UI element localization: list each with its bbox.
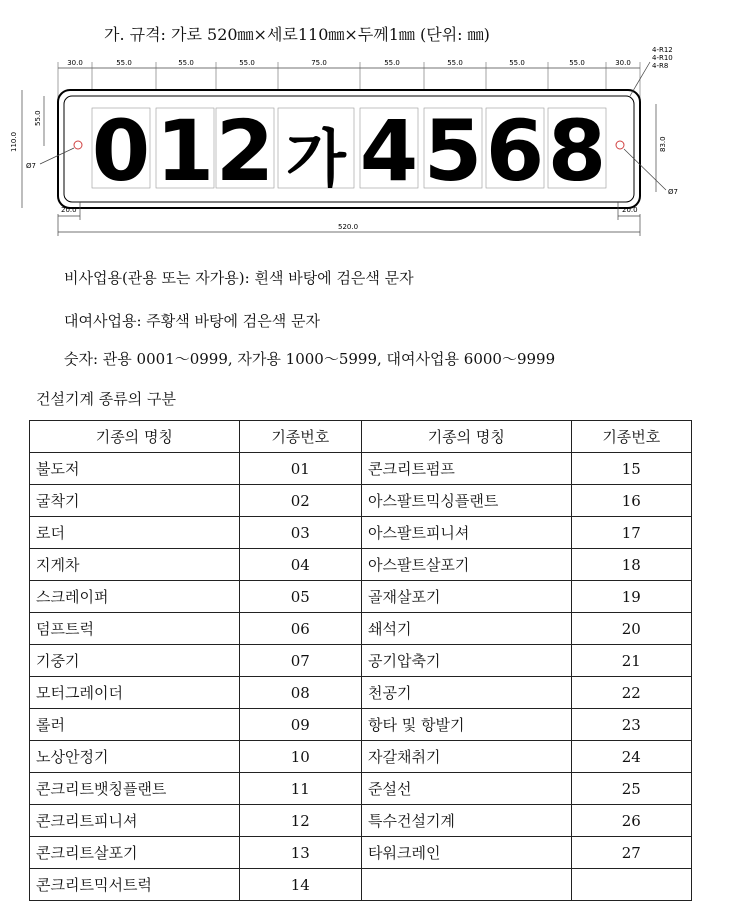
bottom-right-label: 20.0 bbox=[622, 206, 638, 214]
table-row bbox=[30, 837, 692, 869]
plate-character: 0 bbox=[91, 102, 151, 200]
corner-label-1: 4-R12 bbox=[652, 46, 673, 54]
machine-name-cell: 불도저 bbox=[30, 453, 240, 485]
machine-name-cell: 아스팔트믹싱플랜트 bbox=[361, 485, 571, 517]
table-row bbox=[30, 741, 692, 773]
machine-name-cell: 덤프트럭 bbox=[30, 613, 240, 645]
license-plate-drawing bbox=[0, 40, 730, 240]
machine-code-cell: 25 bbox=[571, 773, 691, 805]
machine-name-cell: 노상안정기 bbox=[30, 741, 240, 773]
total-width-label: 520.0 bbox=[338, 223, 359, 231]
machine-name-cell: 콘크리트뱃칭플랜트 bbox=[30, 773, 240, 805]
header-code-1: 기종번호 bbox=[239, 421, 361, 453]
machine-name-cell: 아스팔트살포기 bbox=[361, 549, 571, 581]
machine-code-cell bbox=[571, 869, 691, 901]
header-name-1: 기종의 명칭 bbox=[30, 421, 240, 453]
machine-code-cell: 20 bbox=[571, 613, 691, 645]
left-inner-label: 55.0 bbox=[34, 110, 42, 126]
machine-code-cell: 11 bbox=[239, 773, 361, 805]
machine-name-cell bbox=[361, 869, 571, 901]
top-dim-label: 75.0 bbox=[311, 59, 327, 67]
machine-code-cell: 16 bbox=[571, 485, 691, 517]
machine-code-cell: 21 bbox=[571, 645, 691, 677]
private-use-note: 비사업용(관용 또는 자가용): 흰색 바탕에 검은색 문자 bbox=[64, 269, 414, 287]
table-body bbox=[30, 453, 692, 901]
top-dim-label: 30.0 bbox=[615, 59, 631, 67]
top-dim-label: 30.0 bbox=[67, 59, 83, 67]
table-header-row bbox=[30, 421, 692, 453]
table-row bbox=[30, 453, 692, 485]
plate-character: 8 bbox=[547, 102, 607, 200]
plate-character: 6 bbox=[485, 102, 545, 200]
table-row bbox=[30, 869, 692, 901]
table-row bbox=[30, 485, 692, 517]
machine-name-cell: 특수건설기계 bbox=[361, 805, 571, 837]
plate-character: 4 bbox=[359, 102, 419, 200]
machine-name-cell: 타워크레인 bbox=[361, 837, 571, 869]
plate-svg bbox=[0, 40, 730, 240]
machine-code-cell: 10 bbox=[239, 741, 361, 773]
machine-code-cell: 02 bbox=[239, 485, 361, 517]
machine-code-cell: 22 bbox=[571, 677, 691, 709]
machine-code-cell: 19 bbox=[571, 581, 691, 613]
bottom-left-label: 20.0 bbox=[61, 206, 77, 214]
top-dim-label: 55.0 bbox=[447, 59, 463, 67]
machine-code-cell: 27 bbox=[571, 837, 691, 869]
machine-name-cell: 쇄석기 bbox=[361, 613, 571, 645]
machine-name-cell: 콘크리트펌프 bbox=[361, 453, 571, 485]
section-title: 건설기계 종류의 구분 bbox=[36, 390, 176, 408]
table-row bbox=[30, 613, 692, 645]
header-code-2: 기종번호 bbox=[571, 421, 691, 453]
machine-code-cell: 07 bbox=[239, 645, 361, 677]
plate-character: 5 bbox=[423, 102, 483, 200]
machine-code-cell: 13 bbox=[239, 837, 361, 869]
table-row bbox=[30, 709, 692, 741]
machine-name-cell: 콘크리트피니셔 bbox=[30, 805, 240, 837]
machine-name-cell: 자갈채취기 bbox=[361, 741, 571, 773]
machine-code-cell: 23 bbox=[571, 709, 691, 741]
machine-name-cell: 롤러 bbox=[30, 709, 240, 741]
machine-code-cell: 06 bbox=[239, 613, 361, 645]
machine-name-cell: 모터그레이더 bbox=[30, 677, 240, 709]
machine-code-cell: 09 bbox=[239, 709, 361, 741]
top-dim-labels bbox=[67, 59, 631, 67]
top-dim-label: 55.0 bbox=[509, 59, 525, 67]
machine-name-cell: 콘크리트믹서트럭 bbox=[30, 869, 240, 901]
machine-name-cell: 천공기 bbox=[361, 677, 571, 709]
machine-code-cell: 26 bbox=[571, 805, 691, 837]
machine-name-cell: 아스팔트피니셔 bbox=[361, 517, 571, 549]
table-row bbox=[30, 517, 692, 549]
machine-code-cell: 12 bbox=[239, 805, 361, 837]
right-inner-label: 83.0 bbox=[659, 136, 667, 152]
right-hole-label: Ø7 bbox=[668, 188, 678, 196]
machine-code-cell: 15 bbox=[571, 453, 691, 485]
top-dim-label: 55.0 bbox=[116, 59, 132, 67]
corner-label-2: 4-R10 bbox=[652, 54, 673, 62]
machine-name-cell: 굴착기 bbox=[30, 485, 240, 517]
machine-name-cell: 지게차 bbox=[30, 549, 240, 581]
machine-name-cell: 스크레이퍼 bbox=[30, 581, 240, 613]
machine-type-table bbox=[29, 420, 692, 901]
machine-code-cell: 03 bbox=[239, 517, 361, 549]
rental-use-note: 대여사업용: 주황색 바탕에 검은색 문자 bbox=[64, 312, 320, 330]
machine-code-cell: 24 bbox=[571, 741, 691, 773]
machine-name-cell: 로더 bbox=[30, 517, 240, 549]
plate-character: 2 bbox=[215, 102, 275, 200]
table-row bbox=[30, 581, 692, 613]
number-range-note: 숫자: 관용 0001～0999, 자가용 1000～5999, 대여사업용 6000～9999 bbox=[64, 350, 556, 368]
machine-code-cell: 08 bbox=[239, 677, 361, 709]
top-dim-label: 55.0 bbox=[239, 59, 255, 67]
machine-code-cell: 14 bbox=[239, 869, 361, 901]
plate-character: 가 bbox=[286, 122, 346, 195]
table-row bbox=[30, 773, 692, 805]
machine-name-cell: 기중기 bbox=[30, 645, 240, 677]
left-height-label: 110.0 bbox=[10, 131, 18, 152]
left-hole-label: Ø7 bbox=[26, 162, 36, 170]
top-dim-label: 55.0 bbox=[569, 59, 585, 67]
table-row bbox=[30, 645, 692, 677]
plate-character: 1 bbox=[155, 102, 215, 200]
machine-code-cell: 05 bbox=[239, 581, 361, 613]
machine-name-cell: 공기압축기 bbox=[361, 645, 571, 677]
machine-code-cell: 17 bbox=[571, 517, 691, 549]
machine-code-cell: 01 bbox=[239, 453, 361, 485]
table-row bbox=[30, 677, 692, 709]
machine-name-cell: 콘크리트살포기 bbox=[30, 837, 240, 869]
header-name-2: 기종의 명칭 bbox=[361, 421, 571, 453]
machine-name-cell: 골재살포기 bbox=[361, 581, 571, 613]
top-dim-label: 55.0 bbox=[384, 59, 400, 67]
table-row bbox=[30, 805, 692, 837]
corner-label-3: 4-R8 bbox=[652, 62, 669, 70]
machine-name-cell: 준설선 bbox=[361, 773, 571, 805]
machine-name-cell: 항타 및 항발기 bbox=[361, 709, 571, 741]
table-row bbox=[30, 549, 692, 581]
machine-code-cell: 18 bbox=[571, 549, 691, 581]
machine-code-cell: 04 bbox=[239, 549, 361, 581]
top-dim-label: 55.0 bbox=[178, 59, 194, 67]
spec-title: 가. 규격: 가로 520㎜×세로110㎜×두께1㎜ (단위: ㎜) bbox=[104, 25, 490, 44]
